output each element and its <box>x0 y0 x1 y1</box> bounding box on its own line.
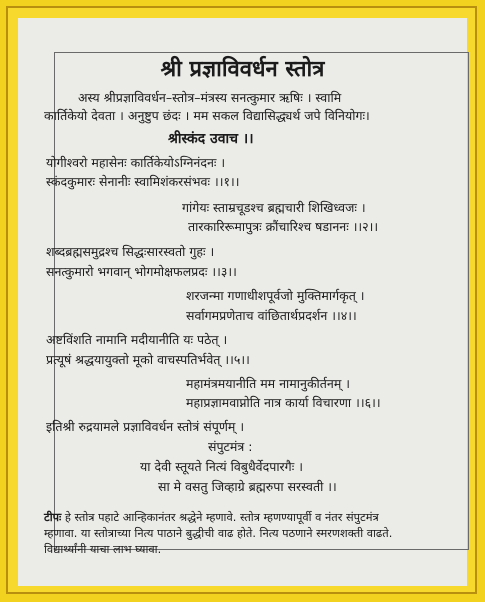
samput-line-2: सा मे वसतु जिव्हाग्रे ब्रह्मरुपा सरस्वती ।। <box>158 479 337 494</box>
verse-line: शब्दब्रह्मसमुद्रश्च सिद्धःसारस्वतो गुहः । <box>46 244 215 259</box>
verse-line: गांगेयः स्ताम्रचूडश्च ब्रह्मचारी शिखिध्वजः । <box>182 200 366 215</box>
verse-line: तारकारिरूमापुत्रः क्रौंचारिश्च षडाननः ।।२।। <box>188 219 379 234</box>
tip-line-1 <box>44 510 379 525</box>
verse-line: महाप्रज्ञामवाप्नोति नात्र कार्या विचारणा ।।६।। <box>186 395 381 410</box>
intro-line-2: कार्तिकेयो देवता । अनुष्टुप छंदः । मम सकल विद्यासिद्ध्यर्थ जपे विनियोगः। <box>44 108 370 123</box>
verse-line: स्कंदकुमारः सेनानीः स्वामिशंकरसंभवः ।।१।। <box>46 174 240 189</box>
tip-line-3: विद्यार्थ्यांनी याचा लाभ घ्यावा. <box>44 543 162 556</box>
samput-line-1: या देवी स्तूयते नित्यं विबुधैर्वेदपारगैः । <box>140 459 303 474</box>
page-title: श्री प्रज्ञाविवर्धन स्तोत्र <box>160 57 325 82</box>
verse-line: शरजन्मा गणाधीशपूर्वजो मुक्तिमार्गकृत् । <box>186 288 365 303</box>
tip-text: हे स्तोत्र पहाटे आन्हिकानंतर श्रद्धेने म्हणावे. स्तोत्र म्हणण्यापूर्वी व नंतर संपुटमंत्र <box>61 511 379 524</box>
verse-line: अष्टविंशति नामानि मदीयानीति यः पठेत् । <box>46 332 228 347</box>
verse-line: सनत्कुमारो भगवान् भोगमोक्षफलप्रदः ।।३।। <box>46 264 237 279</box>
tip-line-2: म्हणावा. या स्तोत्राच्या नित्य पाठाने बुद्धीची वाढ होते. नित्य पठणाने स्मरणशक्ती वाढते. <box>44 527 393 540</box>
paper-page <box>18 18 467 586</box>
verse-line: महामंत्रमयानीति मम नामानुकीर्तनम् । <box>186 376 351 391</box>
section-heading: श्रीस्कंद उवाच ।। <box>168 131 254 147</box>
verse-line: प्रत्यूषं श्रद्धयायुक्तो मूको वाचस्पतिर्भवेत् ।।५।। <box>46 352 250 367</box>
samput-heading: संपुटमंत्र : <box>208 439 253 454</box>
closing-line: इतिश्री रुद्रयामले प्रज्ञाविवर्धन स्तोत्रं संपूर्णम् । <box>46 419 245 434</box>
verse-line: योगीश्वरो महासेनः कार्तिकेयोऽग्निनंदनः । <box>46 155 226 170</box>
tip-label: टीपः <box>44 511 62 524</box>
verse-line: सर्वागमप्रणेताच वांछितार्थप्रदर्शन ।।४।। <box>186 308 357 323</box>
intro-line-1: अस्य श्रीप्रज्ञाविवर्धन–स्तोत्र–मंत्रस्य सनत्कुमार ऋषिः । स्वामि <box>78 90 342 105</box>
